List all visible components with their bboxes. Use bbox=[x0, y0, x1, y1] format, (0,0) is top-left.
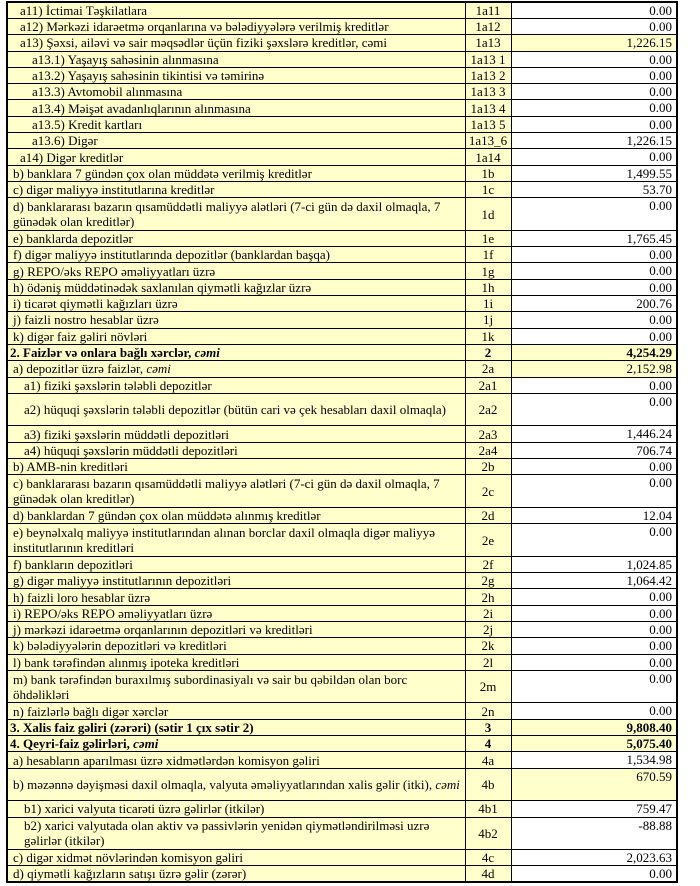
row-label-cell bbox=[7, 296, 465, 312]
row-label-text: a13.1) Yaşayış sahəsinin alınmasına bbox=[32, 51, 219, 67]
row-value-cell: 0.00 bbox=[511, 247, 677, 263]
table-row bbox=[7, 866, 677, 883]
row-label-cell bbox=[7, 556, 465, 572]
row-code-cell: 2a bbox=[465, 361, 511, 377]
row-label-text: f) bankların depozitləri bbox=[13, 556, 133, 572]
row-code-cell: 4 bbox=[465, 736, 511, 752]
row-code-cell: 1j bbox=[465, 312, 511, 328]
row-value-cell: 0.00 bbox=[511, 703, 677, 719]
table-row bbox=[7, 165, 677, 181]
row-code-cell: 2i bbox=[465, 605, 511, 621]
table-row bbox=[7, 2, 677, 19]
row-value-cell: 0.00 bbox=[511, 279, 677, 295]
table-row bbox=[7, 51, 677, 67]
row-label-text: i) REPO/əks REPO əməliyyatları üzrə bbox=[13, 605, 213, 621]
row-label-text: b) AMB-nin kreditləri bbox=[13, 459, 128, 475]
row-label-text: a13.3) Avtomobil alınmasına bbox=[32, 84, 183, 100]
row-label-italic-text: cəmi bbox=[133, 736, 159, 752]
row-label-cell bbox=[7, 361, 465, 377]
row-code-cell: 2g bbox=[465, 573, 511, 589]
row-label-text: a1) fiziki şəxslərin tələbli depozitlər bbox=[24, 377, 212, 393]
row-label-cell bbox=[7, 393, 465, 426]
table-row bbox=[7, 230, 677, 246]
row-value-cell: 1,499.55 bbox=[511, 165, 677, 181]
table-row bbox=[7, 605, 677, 621]
row-label-text: e) banklarda depozitlər bbox=[13, 231, 133, 246]
row-label-cell bbox=[7, 670, 465, 703]
table-row bbox=[7, 556, 677, 572]
row-value-cell: 0.00 bbox=[511, 51, 677, 67]
row-label-text: 3. Xalis faiz gəliri (zərəri) (sətir 1 çıx sətir 2) bbox=[10, 719, 254, 735]
row-label-text: a12) Mərkəzi idarəetmə orqanlarına və bələdiyyələrə verilmiş kreditlər bbox=[20, 19, 389, 35]
row-label-cell bbox=[7, 736, 465, 752]
row-label-text: a13.4) Məişət avadanlıqlarının alınmasına bbox=[32, 100, 251, 116]
row-label-cell bbox=[7, 67, 465, 83]
table-row bbox=[7, 361, 677, 377]
row-label-text: a3) fiziki şəxslərin müddətli depozitləri bbox=[24, 426, 230, 442]
row-label-cell bbox=[7, 263, 465, 279]
row-label-cell bbox=[7, 181, 465, 197]
row-label-text: 2. Faizlər və onlara bağlı xərclər, bbox=[10, 345, 195, 361]
row-value-cell: 0.00 bbox=[511, 19, 677, 35]
row-code-cell: 1b bbox=[465, 165, 511, 181]
table-row bbox=[7, 524, 677, 557]
row-value-cell: 0.00 bbox=[511, 263, 677, 279]
row-value-cell: 5,075.40 bbox=[511, 736, 677, 752]
table-row bbox=[7, 263, 677, 279]
row-value-cell: 0.00 bbox=[511, 589, 677, 605]
row-value-cell: 0.00 bbox=[511, 475, 677, 508]
row-label-italic-text: cəmi bbox=[194, 345, 220, 361]
row-value-cell: 53.70 bbox=[511, 181, 677, 197]
row-label-text: d) banklardan 7 gündən çox olan müddətə alınmış kreditlər bbox=[13, 508, 321, 524]
row-code-cell: 3 bbox=[465, 719, 511, 735]
table-row bbox=[7, 377, 677, 393]
row-value-cell: 9,808.40 bbox=[511, 719, 677, 735]
row-value-cell: -88.88 bbox=[511, 817, 677, 850]
table-row bbox=[7, 149, 677, 165]
row-code-cell: 2c bbox=[465, 475, 511, 508]
row-value-cell: 4,254.29 bbox=[511, 344, 677, 360]
table-body bbox=[7, 2, 677, 882]
row-label-cell bbox=[7, 621, 465, 637]
row-code-cell: 1d bbox=[465, 198, 511, 231]
row-code-cell: 2 bbox=[465, 344, 511, 360]
table-row bbox=[7, 507, 677, 523]
row-code-cell: 1a13 bbox=[465, 35, 511, 51]
row-label-text: m) bank tərəfindən buraxılmış subordinasiyalı və sair bu qəbildən olan borc öhdəlikləri bbox=[13, 671, 408, 702]
row-label-cell bbox=[7, 2, 465, 19]
row-code-cell: 4b bbox=[465, 768, 511, 801]
row-label-cell bbox=[7, 475, 465, 508]
row-label-text: c) banklararası bazarın qısamüddətli maliyyə alətləri (7-ci gün də daxil olmaqla, 7 günədək olan kreditlər) bbox=[13, 476, 440, 507]
table-row bbox=[7, 736, 677, 752]
row-label-cell bbox=[7, 801, 465, 817]
table-row bbox=[7, 133, 677, 149]
row-value-cell: 0.00 bbox=[511, 84, 677, 100]
row-code-cell: 2a4 bbox=[465, 442, 511, 458]
row-label-cell bbox=[7, 279, 465, 295]
row-code-cell: 1a13_6 bbox=[465, 133, 511, 149]
row-label-cell bbox=[7, 100, 465, 116]
row-label-cell bbox=[7, 442, 465, 458]
table-row bbox=[7, 654, 677, 670]
row-value-cell: 0.00 bbox=[511, 670, 677, 703]
row-label-cell bbox=[7, 638, 465, 654]
row-label-cell bbox=[7, 165, 465, 181]
row-value-cell: 0.00 bbox=[511, 328, 677, 344]
row-label-cell bbox=[7, 605, 465, 621]
row-value-cell: 0.00 bbox=[511, 377, 677, 393]
row-value-cell: 0.00 bbox=[511, 149, 677, 165]
row-code-cell: 2n bbox=[465, 703, 511, 719]
row-label-cell bbox=[7, 866, 465, 883]
row-label-cell bbox=[7, 149, 465, 165]
table-row bbox=[7, 35, 677, 51]
row-value-cell: 1,064.42 bbox=[511, 573, 677, 589]
row-label-text: a4) hüquqi şəxslərin müddətli depozitləri bbox=[24, 442, 238, 458]
row-label-text: k) digər faiz gəliri növləri bbox=[13, 328, 148, 344]
row-label-text: e) beynəlxalq maliyyə institutlarından alınan borclar daxil olmaqla digər maliyyə institutlarının kreditləri bbox=[13, 525, 435, 555]
row-value-cell: 1,765.45 bbox=[511, 230, 677, 246]
row-label-cell bbox=[7, 719, 465, 735]
row-label-cell bbox=[7, 752, 465, 768]
row-value-cell: 1,446.24 bbox=[511, 426, 677, 442]
row-label-cell bbox=[7, 524, 465, 557]
row-label-cell bbox=[7, 198, 465, 231]
row-label-cell bbox=[7, 654, 465, 670]
table-row bbox=[7, 181, 677, 197]
table-row bbox=[7, 198, 677, 231]
row-code-cell: 4c bbox=[465, 850, 511, 866]
table-row bbox=[7, 328, 677, 344]
row-code-cell: 1a12 bbox=[465, 19, 511, 35]
row-label-cell bbox=[7, 507, 465, 523]
table-row bbox=[7, 670, 677, 703]
row-label-text: d) qiymətli kağızların satışı üzrə gəlir (zərər) bbox=[13, 866, 247, 882]
row-label-text: a13.6) Digər bbox=[32, 133, 98, 149]
row-value-cell: 0.00 bbox=[511, 866, 677, 883]
row-label-cell bbox=[7, 312, 465, 328]
row-value-cell: 0.00 bbox=[511, 638, 677, 654]
row-code-cell: 1a13 2 bbox=[465, 67, 511, 83]
table-row bbox=[7, 344, 677, 360]
row-code-cell: 4b1 bbox=[465, 801, 511, 817]
row-code-cell: 2a1 bbox=[465, 377, 511, 393]
row-code-cell: 1a13 1 bbox=[465, 51, 511, 67]
row-label-cell bbox=[7, 573, 465, 589]
row-label-text: a13.5) Kredit kartları bbox=[32, 116, 143, 132]
row-label-cell bbox=[7, 344, 465, 360]
row-code-cell: 2e bbox=[465, 524, 511, 557]
row-label-text: j) faizli nostro hesablar üzrə bbox=[13, 312, 159, 328]
table-row bbox=[7, 589, 677, 605]
table-row bbox=[7, 703, 677, 719]
row-label-cell bbox=[7, 459, 465, 475]
row-label-text: a11) İctimai Təşkilatlara bbox=[20, 3, 148, 18]
row-code-cell: 1a13 4 bbox=[465, 100, 511, 116]
row-label-text: a2) hüquqi şəxslərin tələbli depozitlər (bütün cari və çek hesabları daxil olmaqla) bbox=[24, 402, 446, 418]
row-label-text: i) ticarət qiymətli kağızları üzrə bbox=[13, 296, 178, 312]
row-label-italic-text: cəmi bbox=[146, 361, 171, 377]
row-value-cell: 706.74 bbox=[511, 442, 677, 458]
row-value-cell: 1,534.98 bbox=[511, 752, 677, 768]
row-label-text: b2) xarici valyutada olan aktiv və passivlərin yenidən qiymətləndirilməsi uzrə gəlirlər (itkilər) bbox=[24, 818, 430, 849]
row-value-cell: 0.00 bbox=[511, 621, 677, 637]
row-label-cell bbox=[7, 589, 465, 605]
row-label-text: b1) xarici valyuta ticarəti üzrə gəlirlər (itkilər) bbox=[24, 801, 265, 817]
row-label-cell bbox=[7, 35, 465, 51]
row-label-text: h) ödəniş müddətinədək saxlanılan qiymətli kağızlar üzrə bbox=[13, 279, 312, 295]
row-label-cell bbox=[7, 426, 465, 442]
row-code-cell: 1g bbox=[465, 263, 511, 279]
row-value-cell: 1,226.15 bbox=[511, 133, 677, 149]
table-row bbox=[7, 621, 677, 637]
row-value-cell: 2,023.63 bbox=[511, 850, 677, 866]
table-row bbox=[7, 247, 677, 263]
row-label-text: k) bələdiyyələrin depozitləri və kreditləri bbox=[13, 638, 227, 654]
table-row bbox=[7, 719, 677, 735]
row-code-cell: 2k bbox=[465, 638, 511, 654]
table-row bbox=[7, 100, 677, 116]
row-label-text: a) depozitlər üzrə faizlər, bbox=[13, 361, 147, 377]
row-code-cell: 1i bbox=[465, 296, 511, 312]
row-code-cell: 1c bbox=[465, 181, 511, 197]
row-code-cell: 1a11 bbox=[465, 2, 511, 19]
row-code-cell: 2a2 bbox=[465, 393, 511, 426]
row-label-text: g) digər maliyyə institutlarının depozitləri bbox=[13, 573, 232, 589]
table-row bbox=[7, 426, 677, 442]
row-code-cell: 1e bbox=[465, 230, 511, 246]
table-row bbox=[7, 67, 677, 83]
row-value-cell: 0.00 bbox=[511, 67, 677, 83]
row-code-cell: 1k bbox=[465, 328, 511, 344]
row-value-cell: 0.00 bbox=[511, 524, 677, 557]
row-label-text: a14) Digər kreditlər bbox=[20, 149, 124, 165]
table-row bbox=[7, 817, 677, 850]
table-row bbox=[7, 279, 677, 295]
table-row bbox=[7, 116, 677, 132]
table-row bbox=[7, 312, 677, 328]
row-code-cell: 2d bbox=[465, 507, 511, 523]
row-label-cell bbox=[7, 19, 465, 35]
row-label-text: h) faizli loro hesablar üzrə bbox=[13, 589, 151, 605]
row-code-cell: 2m bbox=[465, 670, 511, 703]
row-code-cell: 1h bbox=[465, 279, 511, 295]
table-row bbox=[7, 296, 677, 312]
row-label-cell bbox=[7, 817, 465, 850]
row-code-cell: 1a13 5 bbox=[465, 116, 511, 132]
row-code-cell: 1f bbox=[465, 247, 511, 263]
table-row bbox=[7, 850, 677, 866]
row-label-cell bbox=[7, 703, 465, 719]
row-value-cell: 1,226.15 bbox=[511, 35, 677, 51]
income-statement-table bbox=[6, 1, 678, 883]
row-label-text: f) digər maliyyə institutlarında depozitlər (banklardan başqa) bbox=[13, 247, 330, 263]
row-label-text: a13.2) Yaşayış sahəsinin tikintisi və təmirinə bbox=[32, 68, 265, 84]
row-value-cell: 0.00 bbox=[511, 198, 677, 231]
table-row bbox=[7, 573, 677, 589]
row-label-cell bbox=[7, 850, 465, 866]
row-label-text: b) məzənnə dəyişməsi daxil olmaqla, valyuta əməliyyatlarından xalis gəlir (itki), bbox=[13, 776, 436, 792]
row-label-cell bbox=[7, 133, 465, 149]
row-code-cell: 2h bbox=[465, 589, 511, 605]
row-label-text: d) banklararası bazarın qısamüddətli maliyyə alətləri (7-ci gün də daxil olmaqla, 7 günədək olan kreditlər) bbox=[13, 199, 441, 230]
row-label-text: a13) Şəxsi, ailəvi və sair məqsədlər üçün fiziki şəxslərə kreditlər, cəmi bbox=[20, 35, 387, 51]
row-label-cell bbox=[7, 768, 465, 801]
table-row bbox=[7, 459, 677, 475]
row-value-cell: 0.00 bbox=[511, 2, 677, 19]
row-label-italic-text: cəmi bbox=[435, 776, 460, 792]
row-code-cell: 2b bbox=[465, 459, 511, 475]
table-row bbox=[7, 19, 677, 35]
row-value-cell: 0.00 bbox=[511, 393, 677, 426]
row-label-cell bbox=[7, 230, 465, 246]
row-code-cell: 2j bbox=[465, 621, 511, 637]
row-code-cell: 2f bbox=[465, 556, 511, 572]
table-row bbox=[7, 752, 677, 768]
row-label-text: c) digər maliyyə institutlarına kreditlər bbox=[13, 182, 215, 198]
row-label-cell bbox=[7, 377, 465, 393]
row-value-cell: 0.00 bbox=[511, 100, 677, 116]
table-row bbox=[7, 638, 677, 654]
row-label-text: c) digər xidmət növlərindən komisyon gəliri bbox=[13, 850, 243, 866]
row-label-cell bbox=[7, 247, 465, 263]
row-value-cell: 759.47 bbox=[511, 801, 677, 817]
row-value-cell: 0.00 bbox=[511, 459, 677, 475]
row-code-cell: 2l bbox=[465, 654, 511, 670]
table-row bbox=[7, 393, 677, 426]
row-label-cell bbox=[7, 116, 465, 132]
row-label-text: 4. Qeyri-faiz gəlirləri, bbox=[10, 736, 134, 752]
row-code-cell: 4d bbox=[465, 866, 511, 883]
table-row bbox=[7, 442, 677, 458]
row-label-text: n) faizlərlə bağlı digər xərclər bbox=[13, 703, 169, 719]
row-value-cell: 200.76 bbox=[511, 296, 677, 312]
row-label-text: a) hesabların aparılması üzrə xidmətlərdən komisyon gəliri bbox=[13, 752, 320, 768]
row-code-cell: 1a13 3 bbox=[465, 84, 511, 100]
row-code-cell: 1a14 bbox=[465, 149, 511, 165]
table-row bbox=[7, 475, 677, 508]
table-row bbox=[7, 84, 677, 100]
row-value-cell: 0.00 bbox=[511, 312, 677, 328]
row-label-text: j) mərkəzi idarəetmə orqanlarının depozitləri və kreditləri bbox=[13, 622, 313, 638]
row-value-cell: 1,024.85 bbox=[511, 556, 677, 572]
row-label-cell bbox=[7, 328, 465, 344]
row-value-cell: 2,152.98 bbox=[511, 361, 677, 377]
row-code-cell: 4a bbox=[465, 752, 511, 768]
row-label-text: b) banklara 7 gündən çox olan müddətə verilmiş kreditlər bbox=[13, 165, 312, 181]
table-row bbox=[7, 801, 677, 817]
row-label-text: g) REPO/əks REPO əməliyyatları üzrə bbox=[13, 263, 216, 279]
row-value-cell: 12.04 bbox=[511, 507, 677, 523]
table-row bbox=[7, 768, 677, 801]
row-label-cell bbox=[7, 84, 465, 100]
row-value-cell: 0.00 bbox=[511, 654, 677, 670]
row-value-cell: 0.00 bbox=[511, 116, 677, 132]
row-label-text: l) bank tərəfindən alınmış ipoteka kreditləri bbox=[13, 654, 240, 670]
row-code-cell: 4b2 bbox=[465, 817, 511, 850]
row-value-cell: 0.00 bbox=[511, 605, 677, 621]
row-value-cell: 670.59 bbox=[511, 768, 677, 801]
row-label-cell bbox=[7, 51, 465, 67]
row-code-cell: 2a3 bbox=[465, 426, 511, 442]
